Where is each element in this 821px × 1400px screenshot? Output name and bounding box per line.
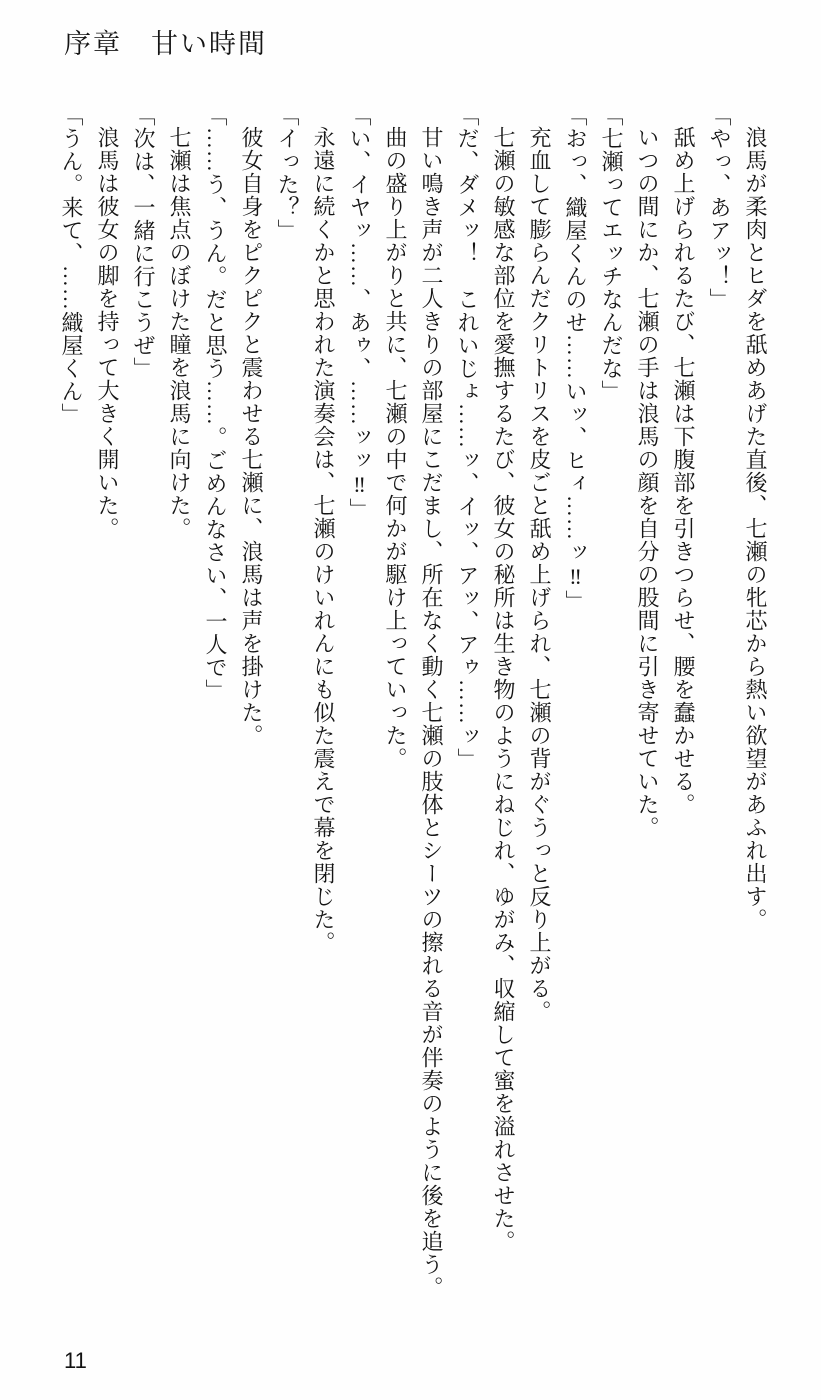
- text-column-narration-19: 浪馬は彼女の脚を持って大きく開いた。: [95, 126, 120, 540]
- text-column-dialogue-18: 「次は、一緒に行こうぜ」: [131, 104, 156, 380]
- text-column-dialogue-2: 「やっ、あアッ！」: [707, 104, 732, 311]
- text-column-narration-3: 舐め上げられるたび、七瀬は下腹部を引きつらせ、腰を蠢かせる。: [671, 126, 696, 816]
- page-number: 11: [64, 1348, 87, 1373]
- text-column-narration-17: 七瀬は焦点のぼけた瞳を浪馬に向けた。: [167, 126, 192, 540]
- chapter-title: 序章 甘い時間: [64, 29, 267, 59]
- text-column-dialogue-12: 「い、イヤッ……、あゥ、……ッッ‼」: [347, 104, 372, 521]
- text-column-narration-7: 充血して膨らんだクリトリスを皮ごと舐め上げられ、七瀬の背がぐうっと反り上がる。: [527, 126, 552, 1023]
- text-column-dialogue-16: 「……う、うん。だと思う……。ごめんなさい、一人で」: [203, 104, 228, 702]
- text-column-dialogue-6: 「おっ、織屋くんのせ……いッ、ヒィ……ッ‼」: [563, 104, 588, 613]
- text-column-narration-4: いつの間にか、七瀬の手は浪馬の顔を自分の股間に引き寄せていた。: [635, 126, 660, 839]
- text-column-dialogue-5: 「七瀬ってエッチなんだな」: [599, 104, 624, 403]
- vertical-text-block: [53, 104, 773, 1304]
- text-column-narration-15: 彼女自身をピクピクと震わせる七瀬に、浪馬は声を掛けた。: [239, 126, 264, 747]
- text-column-narration-1: 浪馬が柔肉とヒダを舐めあげた直後、七瀬の牝芯から熱い欲望があふれ出す。: [743, 126, 768, 931]
- text-column-narration-10: 甘い鳴き声が二人きりの部屋にこだまし、所在なく動く七瀬の肢体とシーツの擦れる音が伴奏のように後を追う。: [419, 126, 444, 1299]
- text-column-dialogue-9: 「だ、ダメッ！ これいじょ……ッ、イッ、アッ、アゥ……ッ」: [455, 104, 480, 771]
- text-column-dialogue-14: 「イった？」: [275, 104, 300, 242]
- text-column-narration-8: 七瀬の敏感な部位を愛撫するたび、彼女の秘所は生き物のようにねじれ、ゆがみ、収縮して蜜を溢れさせた。: [491, 126, 516, 1253]
- text-column-narration-13: 永遠に続くかと思われた演奏会は、七瀬のけいれんにも似た震えで幕を閉じた。: [311, 126, 336, 954]
- text-column-narration-11: 曲の盛り上がりと共に、七瀬の中で何かが駆け上っていった。: [383, 126, 408, 770]
- text-column-dialogue-20: 「うん。来て、……織屋くん」: [59, 104, 84, 426]
